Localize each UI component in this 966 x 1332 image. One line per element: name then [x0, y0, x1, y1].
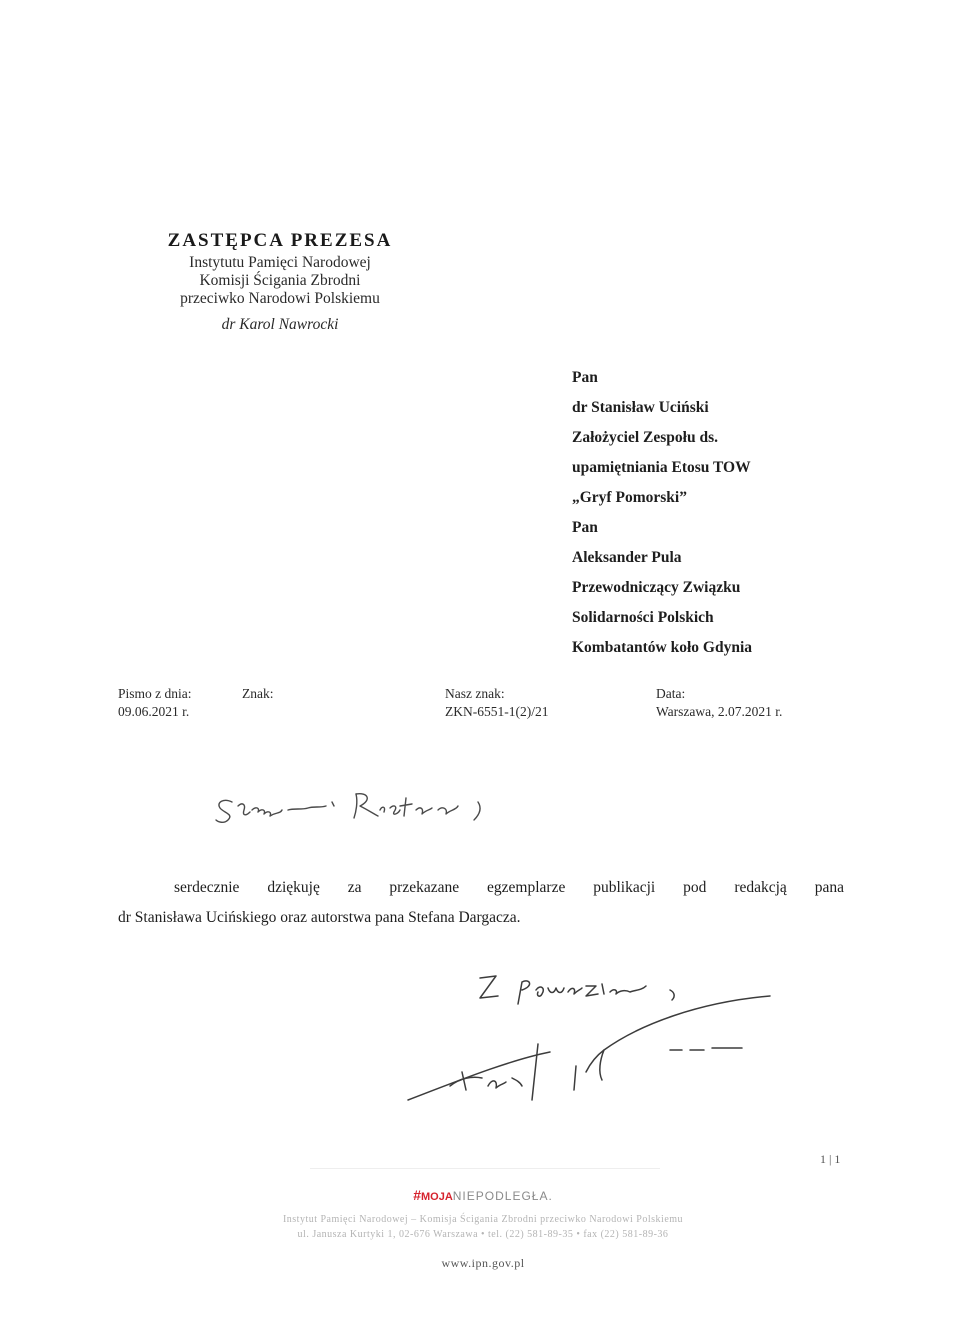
footer-logo: [0, 1187, 966, 1203]
data-value: Warszawa, 2.07.2021 r.: [656, 704, 783, 719]
footer-address-line-2: ul. Janusza Kurtyki 1, 02-676 Warszawa • tel. (22) 581-89-35 • fax (22) 581-89-36: [297, 1229, 669, 1240]
footer-address-line-1: Instytut Pamięci Narodowej – Komisja Ścigania Zbrodni przeciwko Narodowi Polskiemu: [282, 1214, 684, 1225]
nasz-znak-value: ZKN-6551-1(2)/21: [445, 704, 549, 719]
recipient-line: dr Stanisław Uciński: [572, 399, 709, 416]
logo-hash: #: [413, 1187, 421, 1203]
sender-name: dr Karol Nawrocki: [221, 316, 339, 333]
recipient-line: Pan: [572, 519, 598, 536]
znak-label: Znak:: [242, 686, 274, 701]
sender-institution-line-2: Komisji Ścigania Zbrodni: [199, 272, 361, 289]
handwritten-closing-and-signature: [400, 960, 780, 1110]
recipient-line: Kombatantów koło Gdynia: [572, 639, 753, 656]
recipient-line: upamiętniania Etosu TOW: [572, 459, 751, 476]
recipient-line: Pan: [572, 369, 598, 386]
letter-paragraph-2: dr Stanisława Ucińskiego oraz autorstwa pana Stefana Dargacza.: [118, 909, 521, 926]
nasz-znak-label: Nasz znak:: [445, 686, 505, 701]
recipient-line: Solidarności Polskich: [572, 609, 714, 626]
pismo-value: 09.06.2021 r.: [118, 704, 190, 719]
sender-institution-line-1: Instytutu Pamięci Narodowej: [189, 254, 371, 271]
pismo-label: Pismo z dnia:: [118, 686, 192, 701]
letter-paragraph-1: serdecznie dziękuję za przekazane egzemplarze publikacji pod redakcją pana: [174, 879, 844, 896]
sender-title: ZASTĘPCA PREZESA: [167, 230, 393, 251]
handwritten-salutation: [210, 780, 500, 830]
footer-website: www.ipn.gov.pl: [441, 1256, 525, 1270]
logo-text: NIEPODLEGŁA.: [452, 1189, 553, 1203]
sender-institution-line-3: przeciwko Narodowi Polskiemu: [180, 290, 380, 307]
logo-moja: MOJA: [420, 1191, 453, 1203]
data-label: Data:: [656, 686, 686, 701]
page-number: 1 | 1: [820, 1152, 841, 1166]
footer-divider: [310, 1168, 660, 1169]
recipient-line: Założyciel Zespołu ds.: [572, 429, 718, 446]
recipient-line: „Gryf Pomorski”: [572, 489, 687, 506]
recipient-line: Aleksander Pula: [572, 549, 682, 566]
recipient-line: Przewodniczący Związku: [572, 579, 741, 596]
